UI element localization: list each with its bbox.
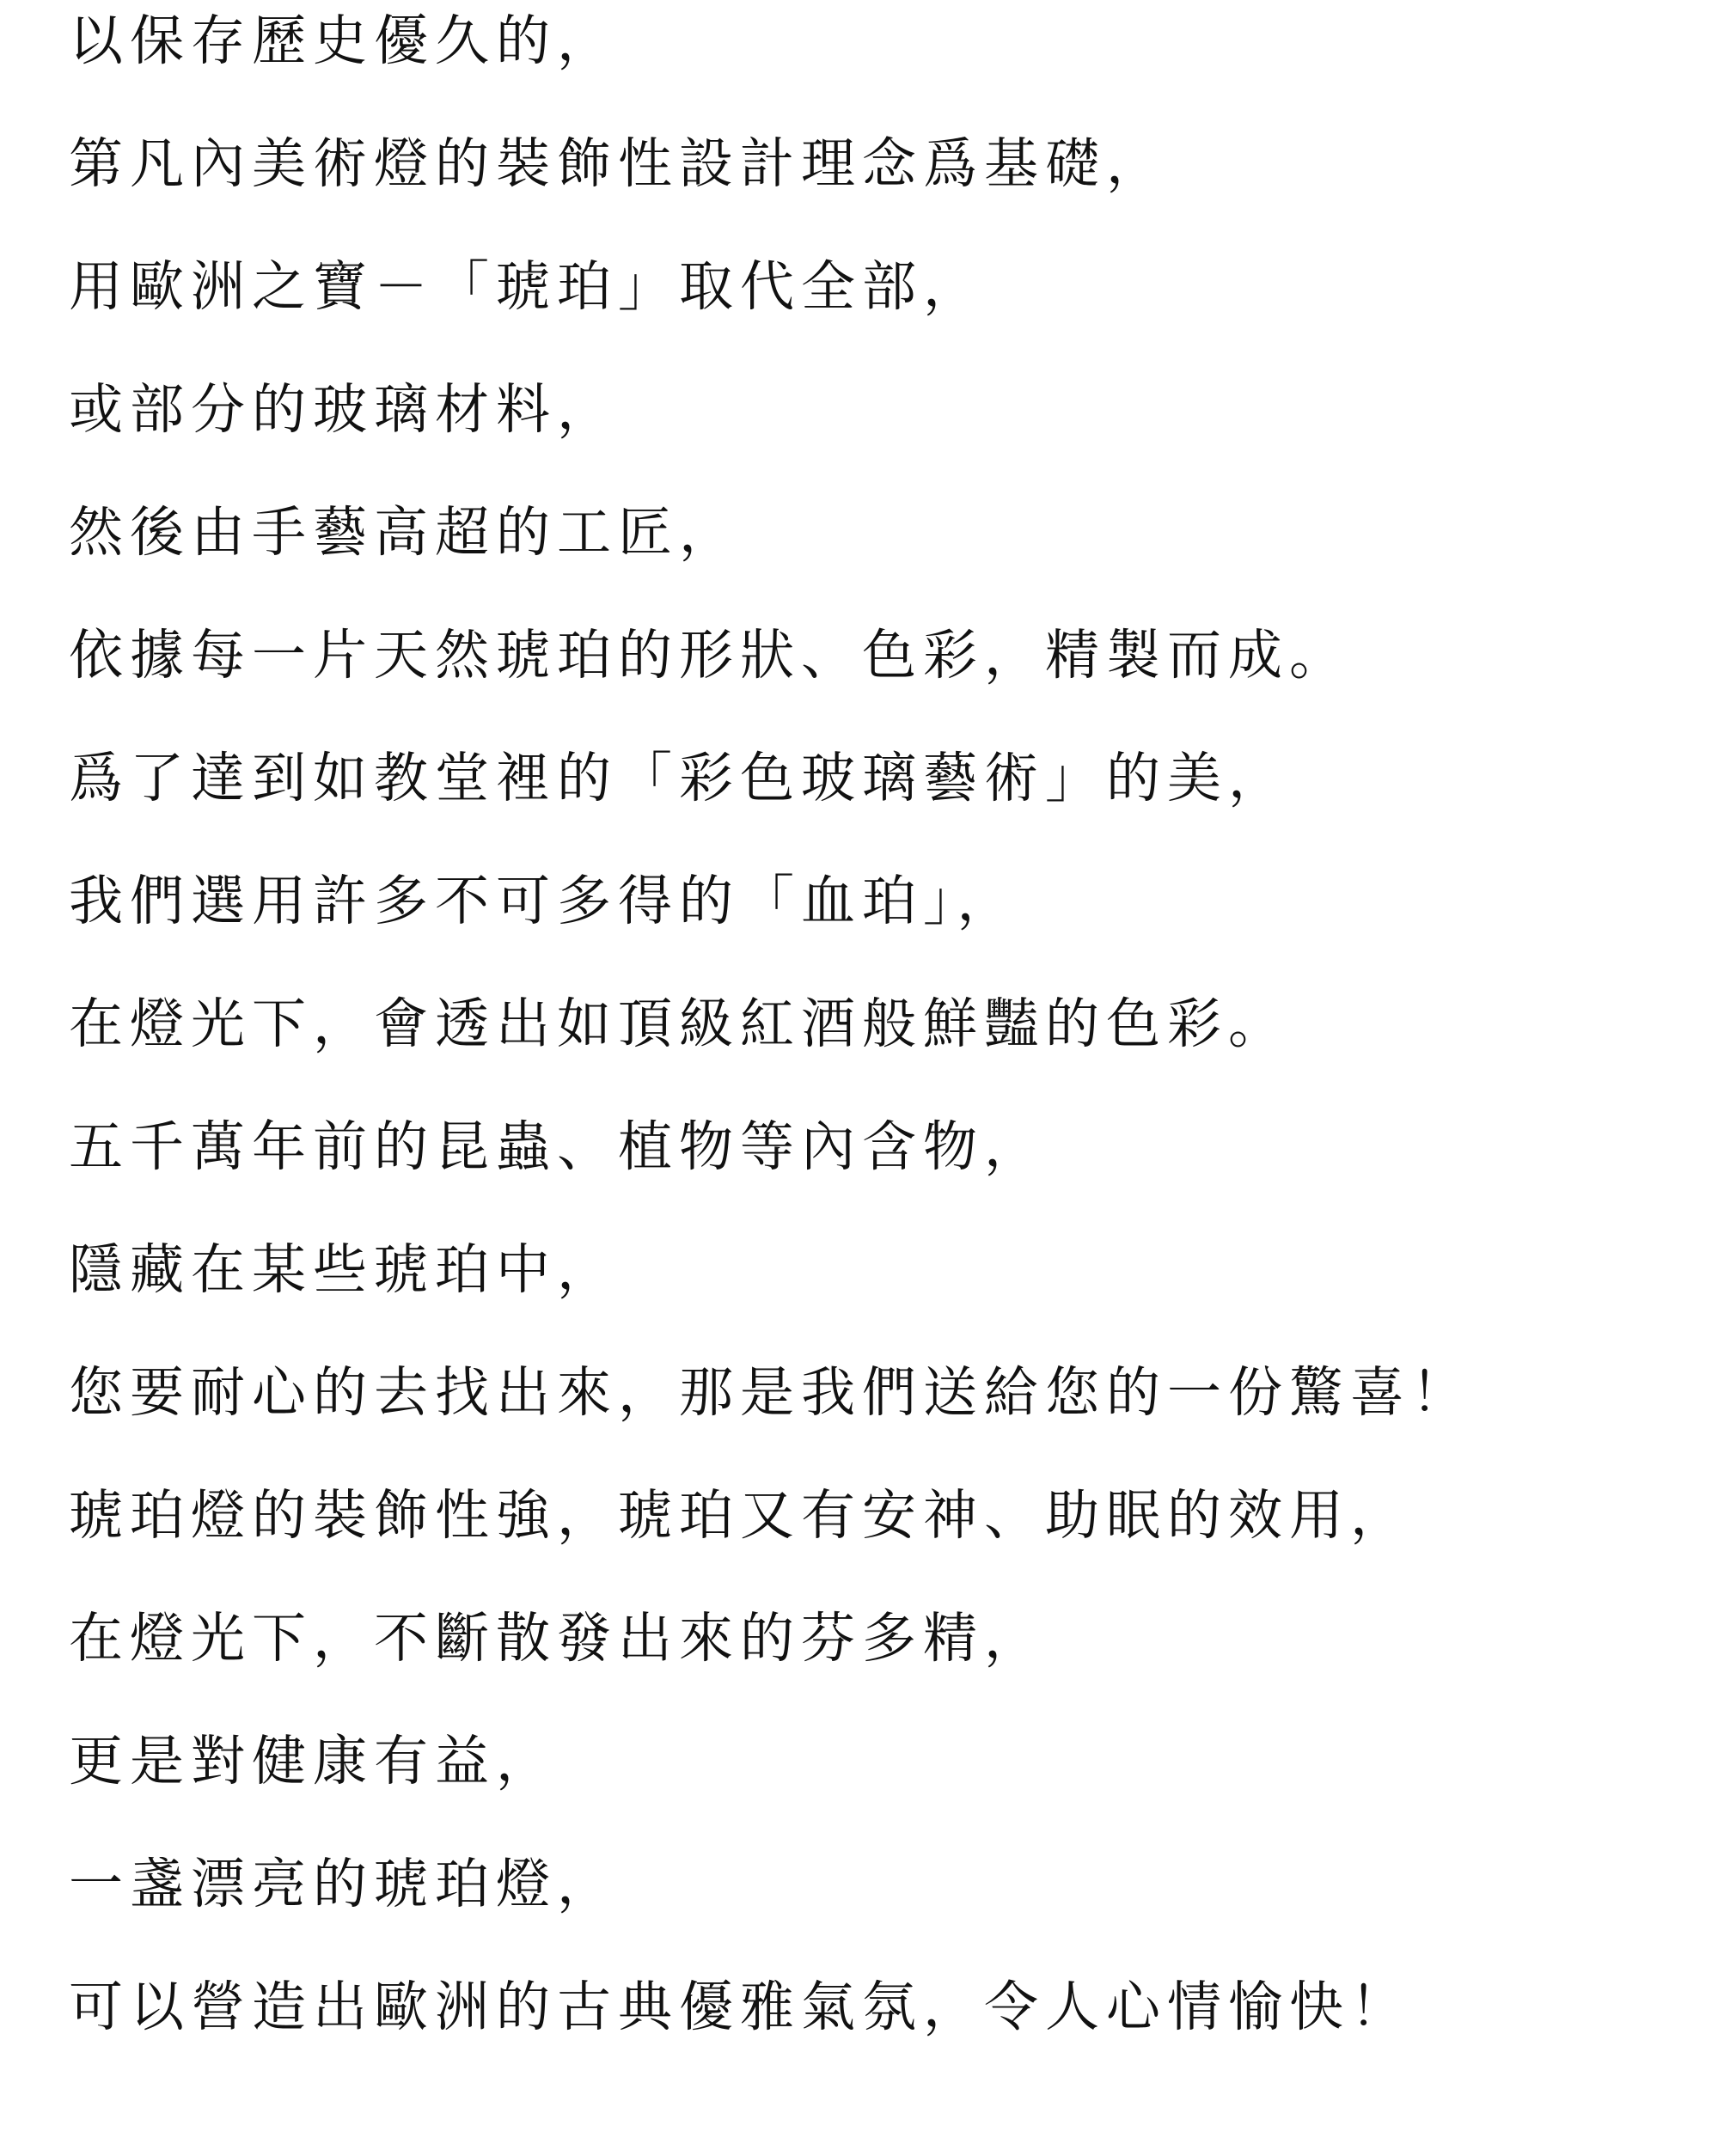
text-line: 然後由手藝高超的工匠， (69, 501, 740, 564)
text-line: 更是對健康有益， (69, 1730, 557, 1793)
text-line: 第凡內美術燈的裝飾性設計理念爲基礎， (69, 132, 1167, 195)
text-line: 隱藏在某些琥珀中， (69, 1238, 618, 1301)
text-line: 可以營造出歐洲的古典優雅氣氛，令人心情愉快！ (69, 1976, 1411, 2038)
text-line: 在燈光下，會透出如頂級紅酒般鮮豔的色彩。 (69, 992, 1289, 1055)
text-line: 依據每一片天然琥珀的形狀、色彩，精製而成。 (69, 624, 1350, 687)
text-body (69, 0, 1702, 2089)
text-line: 以保存歷史優久的， (69, 9, 618, 72)
text-line: 用歐洲之寶－「琥珀」取代全部， (69, 255, 984, 318)
text-line: 我們選用許多不可多得的「血珀」， (69, 870, 1018, 932)
text-line: 您要耐心的去找出來，那是我們送給您的一份驚喜！ (69, 1361, 1472, 1424)
text-line: 爲了達到如教堂裡的「彩色玻璃藝術」的美， (69, 747, 1289, 809)
text-line: 或部分的玻璃材料， (69, 378, 618, 441)
text-line: 一盞漂亮的琥珀燈， (69, 1853, 618, 1915)
text-line: 琥珀燈的裝飾性強，琥珀又有安神、助眠的效用， (69, 1484, 1411, 1547)
text-line: 在燈光下，不斷散發出來的芬多精， (69, 1607, 1045, 1670)
text-line: 五千萬年前的昆蟲、植物等內含物， (69, 1115, 1045, 1178)
